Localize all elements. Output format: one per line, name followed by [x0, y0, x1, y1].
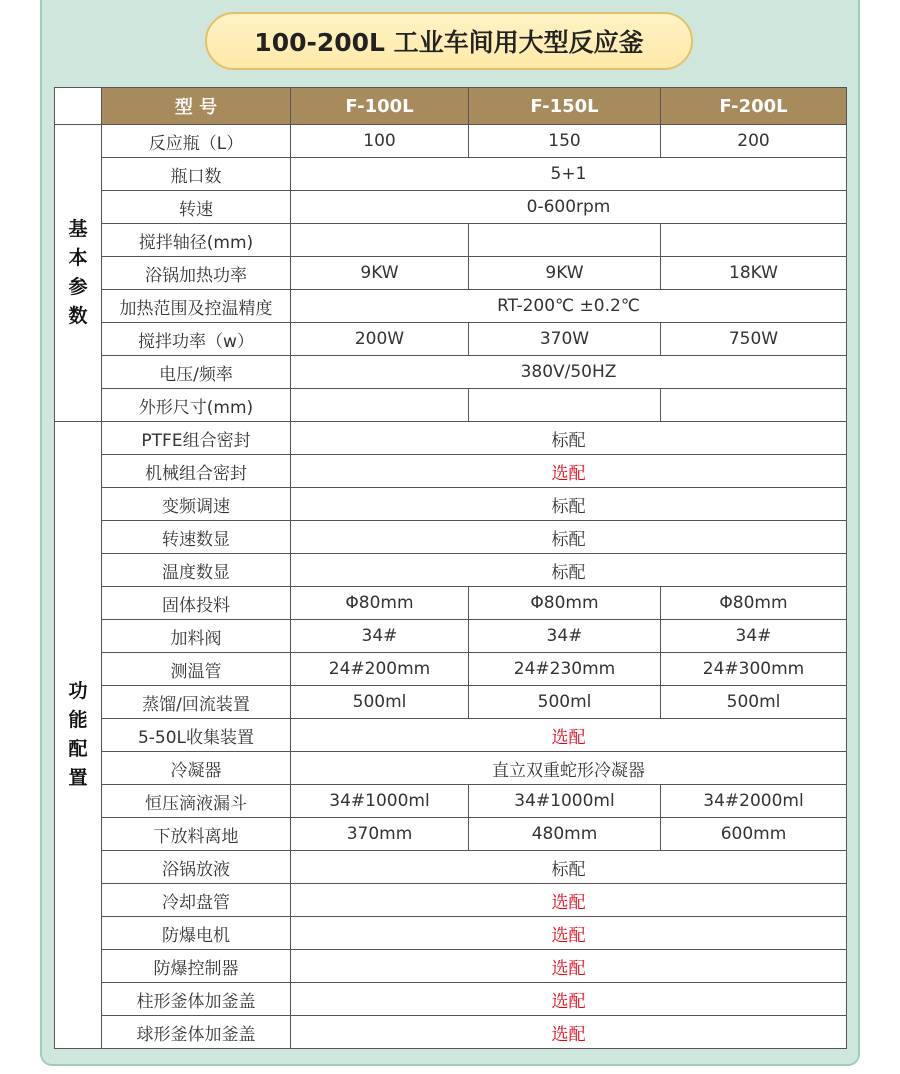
row-value-shared: 选配 [291, 917, 847, 950]
row-value-shared: 选配 [291, 1016, 847, 1049]
row-value-shared: 选配 [291, 884, 847, 917]
table-row [55, 356, 847, 389]
table-row [55, 323, 847, 356]
header-row [55, 88, 847, 125]
row-value-model-2: 34# [469, 620, 661, 653]
row-value-model-2: 24#230mm [469, 653, 661, 686]
row-value-model-2: 370W [469, 323, 661, 356]
row-value-shared: 标配 [291, 422, 847, 455]
header-model-2: F-150L [469, 88, 661, 125]
table-row [55, 620, 847, 653]
row-value-shared: 标配 [291, 554, 847, 587]
row-label: 蒸馏/回流装置 [102, 686, 291, 719]
row-value-model-3: 34#2000ml [661, 785, 847, 818]
row-value-shared: 直立双重蛇形冷凝器 [291, 752, 847, 785]
table-row [55, 125, 847, 158]
row-label: 浴锅放液 [102, 851, 291, 884]
row-label: 柱形釜体加釜盖 [102, 983, 291, 1016]
header-corner [55, 88, 102, 125]
row-value-model-3: 24#300mm [661, 653, 847, 686]
table-row [55, 587, 847, 620]
group-label-char: 能 [68, 709, 88, 731]
table-row [55, 950, 847, 983]
row-label: 外形尺寸(mm) [102, 389, 291, 422]
row-value-model-2: 150 [469, 125, 661, 158]
row-label: 恒压滴液漏斗 [102, 785, 291, 818]
spec-table [54, 87, 847, 1049]
row-value-model-1 [291, 389, 469, 422]
row-label: 搅拌功率（w） [102, 323, 291, 356]
table-row [55, 257, 847, 290]
row-value-shared: 0-600rpm [291, 191, 847, 224]
row-label: 电压/频率 [102, 356, 291, 389]
table-row [55, 521, 847, 554]
table-row [55, 818, 847, 851]
row-value-model-2 [469, 224, 661, 257]
row-value-model-3: 34# [661, 620, 847, 653]
row-label: 机械组合密封 [102, 455, 291, 488]
header-model-1: F-100L [291, 88, 469, 125]
row-value-shared: 标配 [291, 851, 847, 884]
row-label: 固体投料 [102, 587, 291, 620]
row-value-shared: 选配 [291, 950, 847, 983]
row-value-model-2: Φ80mm [469, 587, 661, 620]
row-value-shared: 380V/50HZ [291, 356, 847, 389]
group-label [55, 125, 102, 422]
row-value-shared: 选配 [291, 719, 847, 752]
row-value-model-1: 34# [291, 620, 469, 653]
group-label [55, 422, 102, 1049]
table-row [55, 554, 847, 587]
table-row [55, 224, 847, 257]
row-label: 加料阀 [102, 620, 291, 653]
row-value-model-3: 200 [661, 125, 847, 158]
row-value-shared: 选配 [291, 455, 847, 488]
row-value-model-2: 480mm [469, 818, 661, 851]
group-label-char: 数 [68, 305, 88, 327]
row-label: 反应瓶（L） [102, 125, 291, 158]
row-value-model-2: 34#1000ml [469, 785, 661, 818]
table-row [55, 785, 847, 818]
table-row [55, 653, 847, 686]
row-value-model-1: 500ml [291, 686, 469, 719]
row-value-shared: 标配 [291, 488, 847, 521]
header-model-label: 型 号 [102, 88, 291, 125]
row-value-model-1 [291, 224, 469, 257]
row-value-model-1: 9KW [291, 257, 469, 290]
row-value-shared: RT-200℃ ±0.2℃ [291, 290, 847, 323]
row-value-shared: 5+1 [291, 158, 847, 191]
table-row [55, 1016, 847, 1049]
row-value-shared: 标配 [291, 521, 847, 554]
table-row [55, 389, 847, 422]
row-value-model-3: 600mm [661, 818, 847, 851]
table-row [55, 983, 847, 1016]
header-model-3: F-200L [661, 88, 847, 125]
row-label: PTFE组合密封 [102, 422, 291, 455]
row-value-model-3 [661, 224, 847, 257]
table-row [55, 686, 847, 719]
table-row [55, 191, 847, 224]
table-row [55, 884, 847, 917]
row-value-model-3: Φ80mm [661, 587, 847, 620]
spec-body [55, 125, 847, 1049]
group-label-char: 本 [68, 247, 88, 269]
row-value-model-1: 24#200mm [291, 653, 469, 686]
row-label: 浴锅加热功率 [102, 257, 291, 290]
row-value-model-3: 500ml [661, 686, 847, 719]
group-label-char: 配 [68, 738, 88, 760]
table-row [55, 752, 847, 785]
row-value-model-2 [469, 389, 661, 422]
row-label: 防爆控制器 [102, 950, 291, 983]
row-label: 瓶口数 [102, 158, 291, 191]
table-row [55, 455, 847, 488]
row-value-model-2: 500ml [469, 686, 661, 719]
row-value-model-2: 9KW [469, 257, 661, 290]
row-label: 加热范围及控温精度 [102, 290, 291, 323]
row-label: 搅拌轴径(mm) [102, 224, 291, 257]
row-value-shared: 选配 [291, 983, 847, 1016]
table-row [55, 719, 847, 752]
group-label-char: 基 [68, 218, 88, 240]
row-label: 防爆电机 [102, 917, 291, 950]
row-label: 冷凝器 [102, 752, 291, 785]
table-row [55, 488, 847, 521]
page-title: 100-200L 工业车间用大型反应釜 [205, 12, 693, 70]
row-value-model-1: 34#1000ml [291, 785, 469, 818]
row-label: 温度数显 [102, 554, 291, 587]
row-label: 变频调速 [102, 488, 291, 521]
row-value-model-1: Φ80mm [291, 587, 469, 620]
table-row [55, 158, 847, 191]
group-label-char: 置 [68, 767, 88, 789]
row-label: 转速数显 [102, 521, 291, 554]
row-label: 下放料离地 [102, 818, 291, 851]
group-label-char: 功 [68, 680, 88, 702]
row-value-model-1: 200W [291, 323, 469, 356]
table-row [55, 851, 847, 884]
table-row [55, 917, 847, 950]
row-label: 5-50L收集装置 [102, 719, 291, 752]
group-label-char: 参 [68, 276, 88, 298]
row-value-model-3 [661, 389, 847, 422]
row-value-model-3: 750W [661, 323, 847, 356]
row-label: 冷却盘管 [102, 884, 291, 917]
row-value-model-1: 370mm [291, 818, 469, 851]
table-row [55, 290, 847, 323]
row-value-model-3: 18KW [661, 257, 847, 290]
row-label: 测温管 [102, 653, 291, 686]
row-label: 球形釜体加釜盖 [102, 1016, 291, 1049]
row-value-model-1: 100 [291, 125, 469, 158]
table-row [55, 422, 847, 455]
row-label: 转速 [102, 191, 291, 224]
